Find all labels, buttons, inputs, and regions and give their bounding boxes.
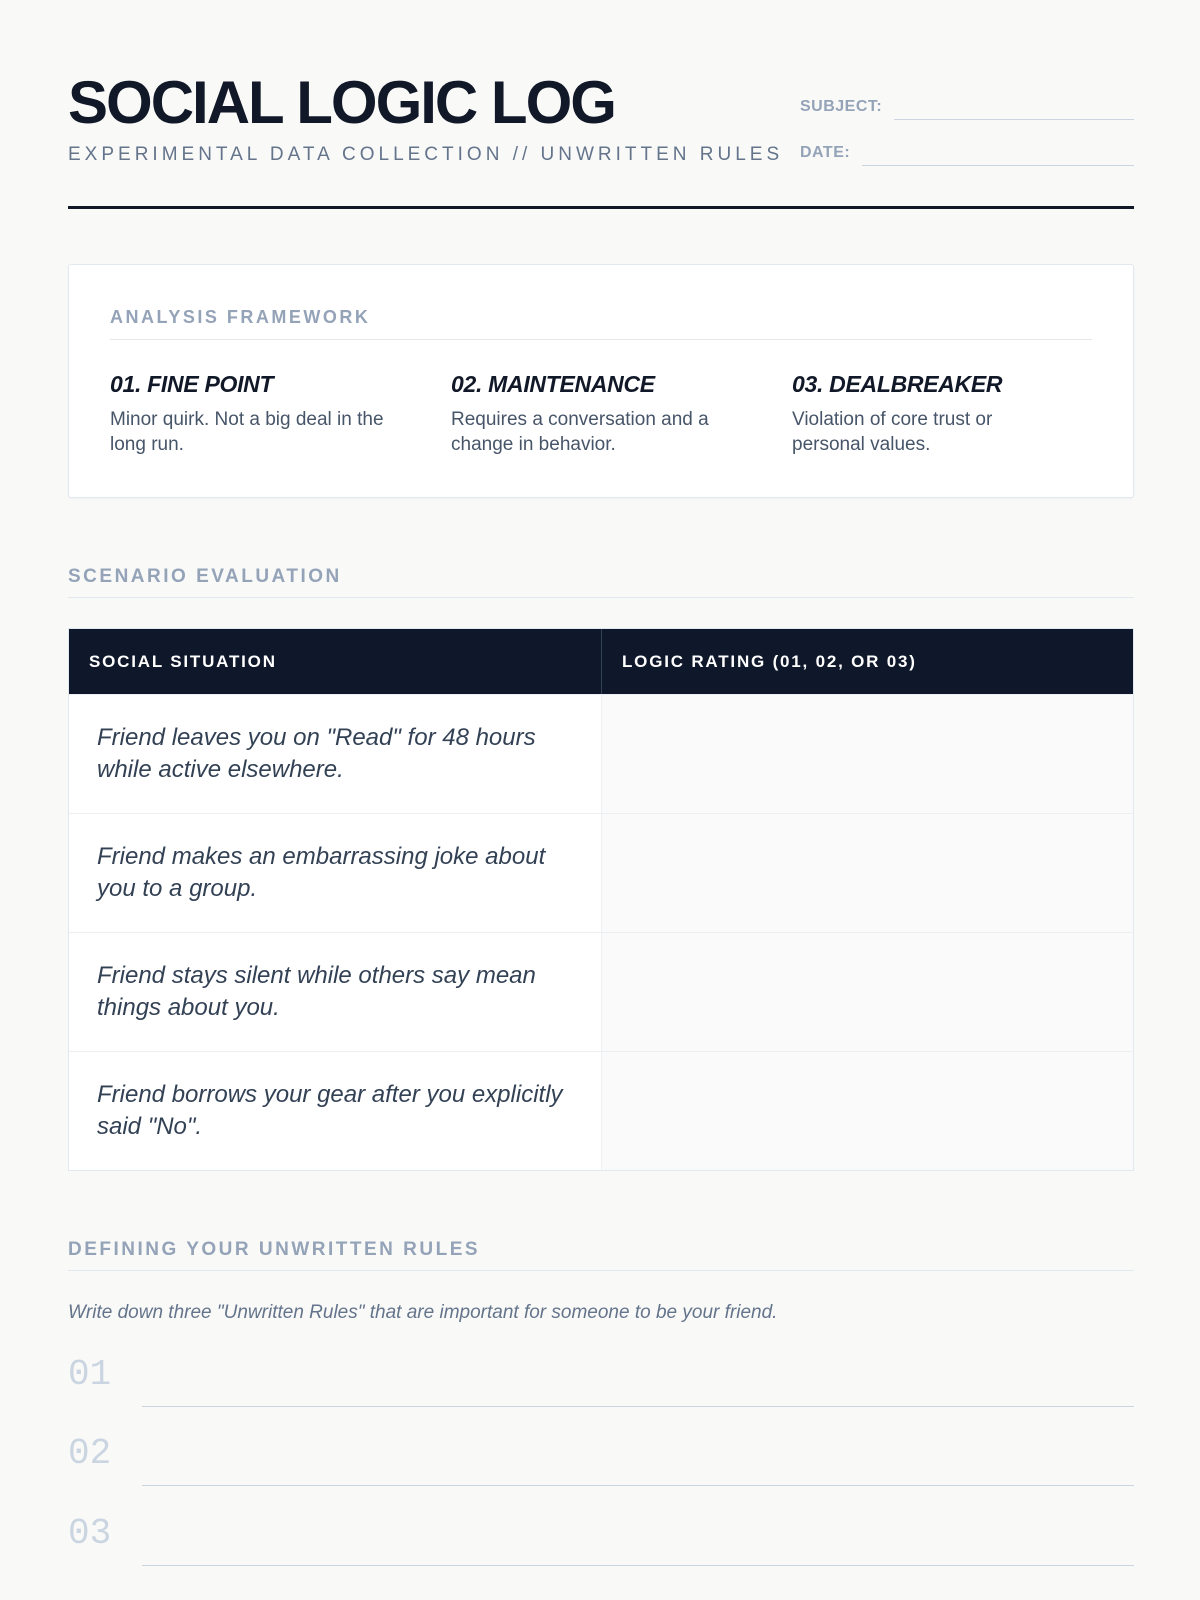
framework-item-heading: 02. MAINTENANCE: [451, 371, 655, 397]
table-header: [69, 629, 1133, 694]
rule-entry-1[interactable]: [68, 1354, 1134, 1407]
rule-number: 03: [68, 1513, 112, 1554]
rule-input-line[interactable]: [142, 1485, 1134, 1486]
framework-item-fine-point: [110, 369, 410, 457]
situation-cell: Friend leaves you on "Read" for 48 hours while active elsewhere.: [69, 695, 602, 813]
page-title: SOCIAL LOGIC LOG: [68, 69, 615, 136]
framework-item-maintenance: [451, 369, 751, 457]
rating-cell[interactable]: [602, 695, 1133, 813]
rules-section-title: DEFINING YOUR UNWRITTEN RULES: [68, 1239, 1134, 1271]
framework-item-description: Violation of core trust or personal values.: [792, 409, 993, 455]
page-subtitle: EXPERIMENTAL DATA COLLECTION // UNWRITTEN RULES: [68, 144, 784, 165]
framework-title: ANALYSIS FRAMEWORK: [110, 307, 371, 327]
worksheet-header: [68, 68, 1134, 210]
rating-cell[interactable]: [602, 1052, 1133, 1170]
framework-item-heading: 03. DEALBREAKER: [792, 371, 1003, 397]
rule-entry-3[interactable]: [68, 1513, 1134, 1566]
framework-item-description: Requires a conversation and a change in behavior.: [451, 409, 709, 455]
rating-cell[interactable]: [602, 933, 1133, 1051]
subject-label: SUBJECT:: [800, 98, 883, 115]
rule-number: 02: [68, 1433, 112, 1474]
framework-divider: [110, 339, 1092, 340]
table-row: [69, 813, 1133, 932]
subject-input-line[interactable]: [894, 119, 1134, 120]
situation-cell: Friend stays silent while others say mean things about you.: [69, 933, 602, 1051]
situation-cell: Friend borrows your gear after you explicitly said "No".: [69, 1052, 602, 1170]
framework-item-dealbreaker: [792, 369, 1092, 457]
rating-cell[interactable]: [602, 814, 1133, 932]
column-header-rating: LOGIC RATING (01, 02, OR 03): [622, 651, 917, 671]
scenario-table: [68, 628, 1134, 1171]
date-field[interactable]: [800, 136, 1134, 166]
rule-input-line[interactable]: [142, 1406, 1134, 1407]
subject-field[interactable]: [800, 90, 1134, 120]
date-input-line[interactable]: [862, 165, 1134, 166]
rule-input-line[interactable]: [142, 1565, 1134, 1566]
framework-item-description: Minor quirk. Not a big deal in the long run.: [110, 409, 384, 455]
scenario-section-title: SCENARIO EVALUATION: [68, 566, 1134, 598]
analysis-framework-card: [68, 264, 1134, 498]
table-row: [69, 694, 1133, 813]
rules-instructions: Write down three "Unwritten Rules" that are important for someone to be your friend.: [68, 1302, 778, 1323]
date-label: DATE:: [800, 144, 851, 161]
column-header-situation: SOCIAL SITUATION: [69, 629, 602, 694]
situation-cell: Friend makes an embarrassing joke about you to a group.: [69, 814, 602, 932]
rule-entry-2[interactable]: [68, 1433, 1134, 1486]
header-divider: [68, 206, 1134, 209]
table-row: [69, 1051, 1133, 1170]
table-row: [69, 932, 1133, 1051]
framework-item-heading: 01. FINE POINT: [110, 371, 274, 397]
rule-number: 01: [68, 1354, 112, 1395]
